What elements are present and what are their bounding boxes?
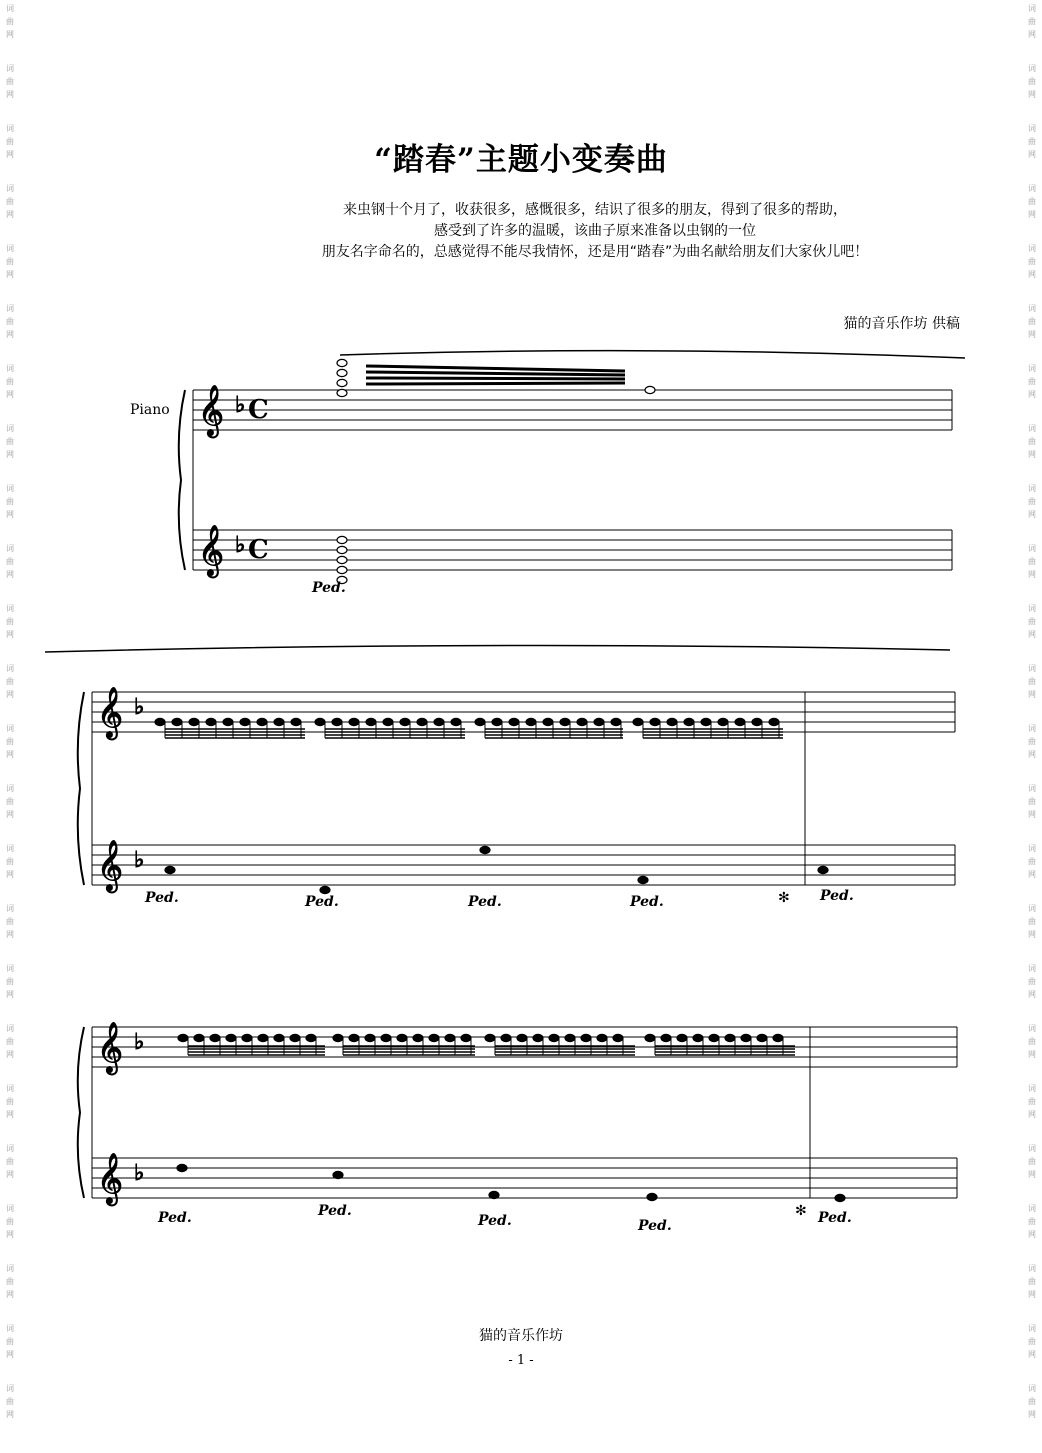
pedal-mark: Ped. xyxy=(820,888,854,904)
watermark-char: 曲 xyxy=(1028,197,1036,206)
pedal-release-icon: ✻ xyxy=(778,890,790,906)
note-head xyxy=(526,718,536,725)
flat-sign-icon: ♭ xyxy=(134,1161,145,1186)
note-head xyxy=(337,536,347,543)
note-head xyxy=(177,1164,187,1171)
flat-sign-icon: ♭ xyxy=(235,393,246,418)
brace xyxy=(179,390,185,570)
watermark-char: 网 xyxy=(1028,630,1036,639)
watermark-char: 曲 xyxy=(6,1337,14,1346)
watermark-char: 曲 xyxy=(6,557,14,566)
time-signature: C xyxy=(248,395,269,425)
note-head xyxy=(818,866,828,873)
watermark-char: 词 xyxy=(6,4,14,13)
watermark-char: 曲 xyxy=(1028,17,1036,26)
watermark-char: 网 xyxy=(6,90,14,99)
watermark-char: 曲 xyxy=(1028,437,1036,446)
watermark-char: 网 xyxy=(1028,690,1036,699)
note-head xyxy=(189,718,199,725)
note-head xyxy=(769,718,779,725)
watermark-char: 词 xyxy=(6,784,14,793)
note-head xyxy=(611,718,621,725)
tremolo-beam xyxy=(366,366,625,371)
watermark-char: 曲 xyxy=(6,1037,14,1046)
watermark-char: 词 xyxy=(6,1324,14,1333)
watermark-char: 曲 xyxy=(1028,857,1036,866)
treble-clef-icon: 𝄞 xyxy=(97,840,124,891)
note-head xyxy=(709,1034,719,1041)
intro-line-3: 朋友名字命名的，总感觉得不能尽我情怀，还是用“踏春”为曲名献给朋友们大家伙儿吧！ xyxy=(321,244,869,260)
watermark-char: 曲 xyxy=(1028,1217,1036,1226)
watermark-char: 曲 xyxy=(6,857,14,866)
watermark-char: 曲 xyxy=(6,737,14,746)
pedal-mark: Ped. xyxy=(318,1203,352,1219)
flat-sign-icon: ♭ xyxy=(134,848,145,873)
watermark-char: 曲 xyxy=(6,677,14,686)
watermark-char: 曲 xyxy=(1028,977,1036,986)
watermark-char: 网 xyxy=(6,450,14,459)
watermark-char: 曲 xyxy=(1028,497,1036,506)
note-head xyxy=(291,718,301,725)
watermark-char: 词 xyxy=(1028,244,1036,253)
note-head xyxy=(693,1034,703,1041)
watermark-char: 词 xyxy=(6,1024,14,1033)
note-head xyxy=(337,389,347,396)
watermark-char: 曲 xyxy=(6,1097,14,1106)
watermark-char: 词 xyxy=(1028,1264,1036,1273)
watermark-char: 词 xyxy=(1028,784,1036,793)
watermark-char: 网 xyxy=(6,210,14,219)
watermark-char: 网 xyxy=(1028,990,1036,999)
watermark-char: 曲 xyxy=(6,377,14,386)
watermark-char: 词 xyxy=(1028,1324,1036,1333)
note-head xyxy=(533,1034,543,1041)
note-head xyxy=(451,718,461,725)
watermark-char: 曲 xyxy=(6,617,14,626)
note-head xyxy=(757,1034,767,1041)
watermark-char: 网 xyxy=(6,1350,14,1359)
watermark-char: 词 xyxy=(6,544,14,553)
note-head xyxy=(718,718,728,725)
right-margin-watermark xyxy=(1025,0,1039,1453)
note-head xyxy=(242,1034,252,1041)
watermark-char: 曲 xyxy=(6,437,14,446)
watermark-char: 网 xyxy=(6,1110,14,1119)
pedal-mark: Ped. xyxy=(145,890,179,906)
watermark-char: 词 xyxy=(6,904,14,913)
watermark-char: 曲 xyxy=(6,317,14,326)
pedal-mark: Ped. xyxy=(630,894,664,910)
watermark-char: 词 xyxy=(1028,424,1036,433)
note-head xyxy=(485,1034,495,1041)
watermark-char: 词 xyxy=(6,64,14,73)
watermark-char: 曲 xyxy=(6,977,14,986)
watermark-char: 网 xyxy=(6,1230,14,1239)
pedal-release-icon: ✻ xyxy=(795,1203,807,1219)
note-head xyxy=(337,359,347,366)
watermark-char: 词 xyxy=(1028,124,1036,133)
watermark-char: 词 xyxy=(6,604,14,613)
note-head xyxy=(429,1034,439,1041)
watermark-char: 网 xyxy=(6,330,14,339)
watermark-char: 词 xyxy=(6,484,14,493)
slur xyxy=(45,645,950,652)
note-head xyxy=(489,1191,499,1198)
watermark-char: 网 xyxy=(6,870,14,879)
note-head xyxy=(349,1034,359,1041)
watermark-char: 曲 xyxy=(6,1157,14,1166)
note-head xyxy=(638,876,648,883)
note-head xyxy=(565,1034,575,1041)
note-head xyxy=(613,1034,623,1041)
watermark-char: 网 xyxy=(6,690,14,699)
watermark-char: 网 xyxy=(1028,750,1036,759)
watermark-char: 网 xyxy=(1028,450,1036,459)
note-head xyxy=(226,1034,236,1041)
watermark-char: 网 xyxy=(1028,330,1036,339)
note-head xyxy=(274,1034,284,1041)
watermark-char: 曲 xyxy=(1028,377,1036,386)
note-head xyxy=(381,1034,391,1041)
note-head xyxy=(741,1034,751,1041)
left-margin-watermark xyxy=(3,0,17,1453)
watermark-char: 网 xyxy=(6,570,14,579)
watermark-char: 曲 xyxy=(6,137,14,146)
watermark-char: 网 xyxy=(1028,510,1036,519)
note-head xyxy=(194,1034,204,1041)
watermark-char: 网 xyxy=(6,30,14,39)
watermark-char: 网 xyxy=(1028,870,1036,879)
note-head xyxy=(647,1193,657,1200)
pedal-mark: Ped. xyxy=(818,1210,852,1226)
watermark-char: 网 xyxy=(1028,390,1036,399)
note-head xyxy=(633,718,643,725)
watermark-char: 曲 xyxy=(1028,257,1036,266)
tremolo-beam xyxy=(366,383,625,384)
intro-line-2: 感受到了许多的温暖，该曲子原来准备以虫钢的一位 xyxy=(434,223,756,239)
watermark-char: 曲 xyxy=(6,1277,14,1286)
watermark-char: 网 xyxy=(1028,1170,1036,1179)
note-head xyxy=(172,718,182,725)
treble-clef-icon: 𝄞 xyxy=(97,687,124,738)
watermark-char: 网 xyxy=(6,270,14,279)
note-head xyxy=(517,1034,527,1041)
treble-clef-icon: 𝄞 xyxy=(198,525,225,576)
pedal-mark: Ped. xyxy=(158,1210,192,1226)
watermark-char: 曲 xyxy=(1028,1337,1036,1346)
watermark-char: 曲 xyxy=(6,197,14,206)
watermark-char: 网 xyxy=(1028,930,1036,939)
watermark-char: 网 xyxy=(1028,810,1036,819)
pedal-mark: Ped. xyxy=(478,1213,512,1229)
watermark-char: 曲 xyxy=(1028,557,1036,566)
watermark-char: 词 xyxy=(6,424,14,433)
note-head xyxy=(257,718,267,725)
watermark-char: 词 xyxy=(1028,1144,1036,1153)
page-title: “踏春”主题小变奏曲 xyxy=(374,142,668,178)
watermark-char: 曲 xyxy=(1028,797,1036,806)
watermark-char: 曲 xyxy=(6,797,14,806)
note-head xyxy=(337,379,347,386)
watermark-char: 曲 xyxy=(1028,617,1036,626)
note-head xyxy=(258,1034,268,1041)
note-head xyxy=(667,718,677,725)
pedal-mark: Ped. xyxy=(312,580,346,596)
watermark-char: 曲 xyxy=(1028,137,1036,146)
watermark-char: 网 xyxy=(6,990,14,999)
watermark-char: 词 xyxy=(1028,484,1036,493)
note-head xyxy=(773,1034,783,1041)
watermark-char: 网 xyxy=(1028,1230,1036,1239)
treble-clef-icon: 𝄞 xyxy=(97,1022,124,1073)
note-head xyxy=(165,866,175,873)
watermark-char: 词 xyxy=(1028,724,1036,733)
watermark-char: 网 xyxy=(6,510,14,519)
note-head xyxy=(661,1034,671,1041)
flat-sign-icon: ♭ xyxy=(134,1030,145,1055)
page-number: - 1 - xyxy=(508,1353,534,1368)
watermark-char: 词 xyxy=(6,1144,14,1153)
watermark-char: 曲 xyxy=(6,1217,14,1226)
treble-clef-icon: 𝄞 xyxy=(97,1153,124,1204)
watermark-char: 网 xyxy=(6,630,14,639)
note-head xyxy=(417,718,427,725)
note-head xyxy=(684,718,694,725)
watermark-char: 曲 xyxy=(1028,917,1036,926)
watermark-char: 网 xyxy=(1028,30,1036,39)
note-head xyxy=(290,1034,300,1041)
watermark-char: 词 xyxy=(1028,1024,1036,1033)
note-head xyxy=(333,1171,343,1178)
watermark-char: 词 xyxy=(6,844,14,853)
watermark-char: 曲 xyxy=(1028,1277,1036,1286)
watermark-char: 词 xyxy=(6,1384,14,1393)
watermark-char: 词 xyxy=(6,1084,14,1093)
note-head xyxy=(475,718,485,725)
watermark-char: 网 xyxy=(1028,1350,1036,1359)
watermark-char: 网 xyxy=(1028,570,1036,579)
note-head xyxy=(332,718,342,725)
slur xyxy=(340,351,965,358)
flat-sign-icon: ♭ xyxy=(134,695,145,720)
watermark-char: 网 xyxy=(6,810,14,819)
intro-line-1: 来虫钢十个月了，收获很多，感慨很多，结识了很多的朋友，得到了很多的帮助， xyxy=(343,202,847,218)
watermark-char: 词 xyxy=(1028,964,1036,973)
note-head xyxy=(509,718,519,725)
watermark-char: 网 xyxy=(6,1050,14,1059)
note-head xyxy=(434,718,444,725)
watermark-char: 曲 xyxy=(6,1397,14,1406)
note-head xyxy=(735,718,745,725)
note-head xyxy=(349,718,359,725)
watermark-char: 网 xyxy=(1028,1410,1036,1419)
watermark-char: 曲 xyxy=(6,77,14,86)
note-head xyxy=(835,1194,845,1201)
watermark-char: 网 xyxy=(1028,1290,1036,1299)
note-head xyxy=(274,718,284,725)
watermark-char: 网 xyxy=(6,1170,14,1179)
treble-clef-icon: 𝄞 xyxy=(198,385,225,436)
watermark-char: 词 xyxy=(1028,1384,1036,1393)
note-head xyxy=(677,1034,687,1041)
note-head xyxy=(581,1034,591,1041)
note-head xyxy=(650,718,660,725)
note-head xyxy=(178,1034,188,1041)
watermark-char: 网 xyxy=(6,930,14,939)
watermark-char: 网 xyxy=(6,150,14,159)
note-head xyxy=(501,1034,511,1041)
watermark-char: 词 xyxy=(6,304,14,313)
note-head xyxy=(337,546,347,553)
watermark-char: 词 xyxy=(1028,64,1036,73)
watermark-char: 词 xyxy=(1028,1084,1036,1093)
watermark-char: 网 xyxy=(1028,150,1036,159)
watermark-char: 网 xyxy=(1028,90,1036,99)
watermark-char: 网 xyxy=(1028,1050,1036,1059)
tremolo-beam xyxy=(366,372,625,375)
brace xyxy=(78,1027,84,1198)
watermark-char: 词 xyxy=(6,364,14,373)
note-head xyxy=(333,1034,343,1041)
note-head xyxy=(480,846,490,853)
watermark-char: 词 xyxy=(1028,1204,1036,1213)
note-head xyxy=(337,369,347,376)
pedal-mark: Ped. xyxy=(305,894,339,910)
instrument-label: Piano xyxy=(130,402,170,418)
watermark-char: 词 xyxy=(6,724,14,733)
brace xyxy=(78,692,84,885)
watermark-char: 曲 xyxy=(1028,1157,1036,1166)
watermark-char: 词 xyxy=(6,1264,14,1273)
watermark-char: 词 xyxy=(1028,304,1036,313)
watermark-char: 曲 xyxy=(1028,77,1036,86)
note-head xyxy=(315,718,325,725)
watermark-char: 词 xyxy=(6,124,14,133)
note-head xyxy=(560,718,570,725)
watermark-char: 词 xyxy=(1028,544,1036,553)
watermark-char: 曲 xyxy=(1028,737,1036,746)
note-head xyxy=(397,1034,407,1041)
watermark-char: 网 xyxy=(1028,270,1036,279)
note-head xyxy=(577,718,587,725)
note-head xyxy=(413,1034,423,1041)
note-head xyxy=(155,718,165,725)
watermark-char: 曲 xyxy=(1028,677,1036,686)
note-head xyxy=(597,1034,607,1041)
credit-line: 猫的音乐作坊 供稿 xyxy=(843,316,960,332)
watermark-char: 词 xyxy=(1028,604,1036,613)
watermark-char: 曲 xyxy=(1028,1097,1036,1106)
note-head xyxy=(337,566,347,573)
watermark-char: 曲 xyxy=(1028,1397,1036,1406)
watermark-char: 词 xyxy=(1028,664,1036,673)
watermark-char: 网 xyxy=(6,1290,14,1299)
note-head xyxy=(366,718,376,725)
note-head xyxy=(365,1034,375,1041)
watermark-char: 网 xyxy=(6,750,14,759)
watermark-char: 词 xyxy=(6,664,14,673)
note-head xyxy=(725,1034,735,1041)
watermark-char: 词 xyxy=(6,964,14,973)
watermark-char: 曲 xyxy=(6,917,14,926)
footer-studio: 猫的音乐作坊 xyxy=(479,1328,563,1344)
watermark-char: 词 xyxy=(1028,844,1036,853)
note-head xyxy=(383,718,393,725)
note-head xyxy=(543,718,553,725)
pedal-mark: Ped. xyxy=(638,1218,672,1234)
note-head xyxy=(461,1034,471,1041)
note-head xyxy=(320,886,330,893)
note-head xyxy=(210,1034,220,1041)
watermark-char: 网 xyxy=(1028,1110,1036,1119)
watermark-char: 词 xyxy=(1028,4,1036,13)
flat-sign-icon: ♭ xyxy=(235,533,246,558)
watermark-char: 词 xyxy=(1028,184,1036,193)
watermark-char: 曲 xyxy=(6,17,14,26)
watermark-char: 词 xyxy=(6,244,14,253)
note-head xyxy=(549,1034,559,1041)
watermark-char: 网 xyxy=(6,1410,14,1419)
note-head xyxy=(240,718,250,725)
note-head xyxy=(752,718,762,725)
watermark-char: 网 xyxy=(1028,210,1036,219)
note-head xyxy=(400,718,410,725)
note-head xyxy=(223,718,233,725)
time-signature: C xyxy=(248,535,269,565)
tremolo-beam xyxy=(366,378,625,379)
note-head xyxy=(445,1034,455,1041)
watermark-char: 曲 xyxy=(6,257,14,266)
watermark-char: 词 xyxy=(1028,364,1036,373)
note-head xyxy=(645,386,655,393)
note-head xyxy=(306,1034,316,1041)
watermark-char: 曲 xyxy=(1028,317,1036,326)
note-head xyxy=(337,556,347,563)
note-head xyxy=(594,718,604,725)
note-head xyxy=(492,718,502,725)
note-head xyxy=(645,1034,655,1041)
note-head xyxy=(206,718,216,725)
note-head xyxy=(701,718,711,725)
pedal-mark: Ped. xyxy=(468,894,502,910)
watermark-char: 词 xyxy=(6,184,14,193)
watermark-char: 网 xyxy=(6,390,14,399)
watermark-char: 曲 xyxy=(1028,1037,1036,1046)
watermark-char: 词 xyxy=(1028,904,1036,913)
watermark-char: 词 xyxy=(6,1204,14,1213)
watermark-char: 曲 xyxy=(6,497,14,506)
